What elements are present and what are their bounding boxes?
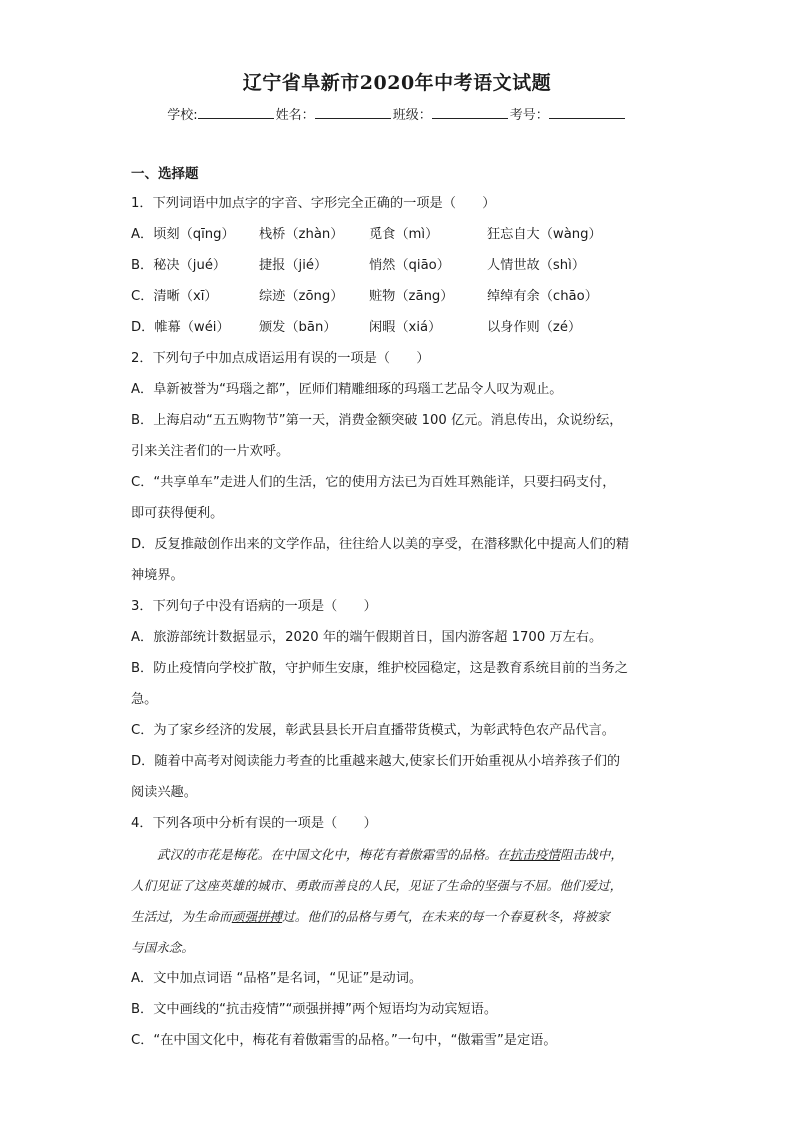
class-blank[interactable]: [432, 106, 508, 119]
exam-no-blank[interactable]: [549, 106, 625, 119]
q3-option-d-cont: 阅读兴趣。: [131, 785, 197, 800]
q1-option-row-c: [131, 286, 666, 317]
q4-passage-line: 与国永念。: [131, 940, 194, 955]
passage-text: 过。他们的品格与勇气，在未来的每一个春夏秋冬，将被家: [282, 909, 610, 924]
q1-option-cell: B．秘决（jué）: [131, 258, 227, 273]
q4-option-c: C．“在中国文化中，梅花有着傲霜雪的品格。”一句中，“傲霜雪”是定语。: [131, 1033, 557, 1048]
q2-option-c: C．“共享单车”走进人们的生活，它的使用方法已为百姓耳熟能详，只要扫码支付，: [131, 475, 616, 490]
school-label: 学校:: [167, 108, 198, 123]
class-label: 班级：: [392, 108, 432, 123]
q1-option-cell: 闲暇（xiá）: [369, 320, 442, 335]
q2-option-b: B．上海启动“五五购物节”第一天，消费金额突破 100 亿元。消息传出，众说纷纭，: [131, 413, 623, 428]
q1-option-cell: A．顷刻（qīng）: [131, 227, 235, 242]
exam-no-label: 考号：: [509, 108, 549, 123]
q3-option-b: B．防止疫情向学校扩散，守护师生安康，维护校园稳定，这是教育系统目前的当务之: [131, 661, 628, 676]
name-label: 姓名：: [275, 108, 315, 123]
page-title: 辽宁省阜新市2020年中考语文试题: [242, 72, 552, 94]
q4-option-b: B．文中画线的“抗击疫情”“顽强拼搏”两个短语均为动宾短语。: [131, 1002, 498, 1017]
passage-text: 阻击战中，: [560, 847, 623, 862]
underlined-phrase: 顽强拼搏: [231, 909, 283, 924]
q1-option-cell: 人情世故（shì）: [487, 258, 586, 273]
q1-option-cell: 悄然（qiāo）: [369, 258, 450, 273]
q2-stem: 2．下列句子中加点成语运用有误的一项是（ ）: [131, 351, 430, 366]
q1-option-cell: 综迹（zōng）: [259, 289, 344, 304]
q3-option-b-cont: 急。: [131, 692, 158, 707]
q1-option-row-a: [131, 224, 666, 255]
q2-option-a: A．阜新被誉为“玛瑙之都”，匠师们精雕细琢的玛瑙工艺品令人叹为观止。: [131, 382, 563, 397]
q1-option-cell: 颁发（bān）: [259, 320, 337, 335]
section-heading: 一、选择题: [131, 166, 199, 182]
q1-option-cell: 绰绰有余（chāo）: [487, 289, 598, 304]
q1-option-row-b: [131, 255, 666, 286]
q2-option-d: D．反复推敲创作出来的文学作品，往往给人以美的享受，在潜移默化中提高人们的精: [131, 537, 630, 552]
q1-option-cell: 以身作则（zé）: [487, 320, 582, 335]
q1-option-cell: 栈桥（zhàn）: [259, 227, 344, 242]
name-blank[interactable]: [315, 106, 391, 119]
passage-text: 武汉的市花是梅花。在中国文化中，梅花有着傲霜雪的品格。在: [157, 847, 510, 862]
q2-option-d-cont: 神境界。: [131, 568, 184, 583]
underlined-phrase: 抗击疫情: [509, 847, 560, 862]
q4-option-a: A．文中加点词语 “品格”是名词，“见证”是动词。: [131, 971, 423, 986]
q1-option-cell: 觅食（mì）: [369, 227, 439, 242]
q1-option-cell: 赃物（zāng）: [369, 289, 454, 304]
student-info-line: [0, 104, 794, 123]
q4-passage-line: [131, 906, 666, 937]
q3-stem: 3．下列句子中没有语病的一项是（ ）: [131, 599, 377, 614]
q1-option-cell: D．帷幕（wéi）: [131, 320, 230, 335]
q1-stem: 1．下列词语中加点字的字音、字形完全正确的一项是（ ）: [131, 196, 496, 211]
school-blank[interactable]: [198, 106, 274, 119]
q3-option-a: A．旅游部统计数据显示，2020 年的端午假期首日，国内游客超 1700 万左右。: [131, 630, 603, 645]
q2-option-b-cont: 引来关注者们的一片欢呼。: [131, 444, 290, 459]
q4-passage-line: [131, 844, 666, 875]
q1-option-cell: C．清晰（xī）: [131, 289, 218, 304]
q4-passage-line: 人们见证了这座英雄的城市、勇敢而善良的人民，见证了生命的坚强与不屈。他们爱过，: [131, 878, 623, 893]
q1-option-cell: 狂忘自大（wàng）: [487, 227, 602, 242]
q4-stem: 4．下列各项中分析有误的一项是（ ）: [131, 816, 377, 831]
q1-option-row-d: [131, 317, 666, 348]
passage-text: 生活过，为生命而: [131, 909, 232, 924]
q2-option-c-cont: 即可获得便利。: [131, 506, 224, 521]
q3-option-c: C．为了家乡经济的发展，彰武县县长开启直播带货模式，为彰武特色农产品代言。: [131, 723, 615, 738]
q3-option-d: D．随着中高考对阅读能力考查的比重越来越大,使家长们开始重视从小培养孩子们的: [131, 754, 621, 769]
exam-content: [131, 163, 666, 1061]
q1-option-cell: 捷报（jié）: [259, 258, 328, 273]
